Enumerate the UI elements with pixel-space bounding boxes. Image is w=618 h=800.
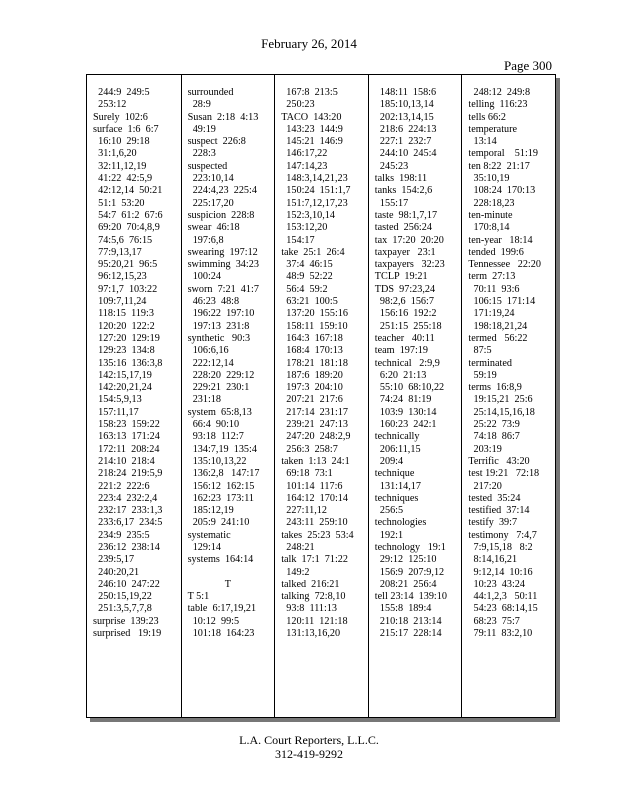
index-entry-line: 129:14 [187,541,221,553]
index-entry-line: 127:20 129:19 [93,332,160,344]
index-entry-line: 156:12 162:15 [187,480,255,492]
index-entry-line: 87:5 [468,345,492,357]
index-entry-line: 171:19,24 [468,308,515,320]
index-entry-line: 207:21 217:6 [281,394,343,406]
index-entry-line: 149:2 [281,566,310,578]
index-entry-line: 197:13 231:8 [187,320,250,332]
index-entry-line [188,567,275,579]
index-entry-line: 233:6,17 234:5 [93,517,163,529]
index-entry-line: swearing 197:12 [187,246,258,258]
index-entry-line: 192:1 [374,529,404,541]
index-entry-line: 25:14,15,16,18 [468,406,535,418]
index-entry-line: 196:22 197:10 [187,308,255,320]
index-entry-line: 247:20 248:2,9 [281,431,351,443]
index-entry-line: 150:24 151:1,7 [281,185,351,197]
index-entry-line: sworn 7:21 41:7 [187,283,259,295]
index-entry-line: 256:3 258:7 [281,443,338,455]
index-entry-line: 142:15,17,19 [93,369,152,381]
index-entry-line: tax 17:20 20:20 [374,234,444,246]
index-entry-line: technology 19:1 [374,541,446,553]
index-entry-line: 243:11 259:10 [281,517,348,529]
index-entry-line: 251:3,5,7,7,8 [93,603,152,615]
index-entry-line: 154:5,9,13 [93,394,142,406]
index-entry-line: tasted 256:24 [374,222,432,234]
index-entry-line: suspected [187,160,228,172]
index-entry-line: 59:19 [468,369,497,381]
index-entry-line: 146:17,22 [281,148,328,160]
word-index-box [86,74,556,718]
index-entry-line: 152:3,10,14 [281,209,335,221]
reporter-phone: 312-419-9292 [275,747,343,761]
index-entry-line: 153:12,20 [281,222,328,234]
index-entry-line: 215:17 228:14 [374,628,442,640]
reporter-company: L.A. Court Reporters, L.L.C. [239,733,379,747]
index-entry-line: 170:8,14 [468,222,510,234]
index-entry-line: 135:16 136:3,8 [93,357,163,369]
index-entry-line: Terrific 43:20 [468,455,530,467]
index-entry-line: 203:19 [468,443,502,455]
index-entry-line: 41:22 42:5,9 [93,173,153,185]
index-entry-line: terms 16:8,9 [468,382,522,394]
index-entry-line: technically [374,431,420,443]
index-entry-line: 137:20 155:16 [281,308,348,320]
index-entry-line: 143:23 144:9 [281,123,343,135]
index-entry-line: 131:14,17 [374,480,421,492]
index-entry-line: 100:24 [187,271,221,283]
index-entry-line: suspicion 228:8 [187,209,255,221]
index-entry-line: 250:15,19,22 [93,591,152,603]
index-entry-line: system 65:8,13 [187,406,252,418]
index-entry-line: 198:18,21,24 [468,320,528,332]
index-entry-line: technologies [374,517,427,529]
index-entry-line: 8:14,16,21 [468,554,518,566]
index-entry-line: 103:9 130:14 [374,406,437,418]
index-entry-line: temporal 51:19 [468,148,538,160]
index-entry-line: 228:20 229:12 [187,369,255,381]
index-entry-line: TCLP 19:21 [374,271,428,283]
index-entry-line: 28:9 [187,99,211,111]
index-entry-line: TDS 97:23,24 [374,283,436,295]
index-entry-line: Susan 2:18 4:13 [187,111,259,123]
index-entry-line: 185:12,19 [187,505,234,517]
index-entry-line: 106:15 171:14 [468,296,536,308]
index-entry-line: 10:23 43:24 [468,578,525,590]
index-entry-line: 95:20,21 96:5 [93,259,158,271]
index-entry-line: tells 66:2 [468,111,507,123]
index-entry-line: taxpayer 23:1 [374,246,436,258]
index-entry-line: 187:6 189:20 [281,369,343,381]
index-entry-line: 223:4 232:2,4 [93,492,158,504]
index-entry-line: takes 25:23 53:4 [281,529,354,541]
index-entry-line: 37:4 46:15 [281,259,333,271]
index-entry-line: surprised 19:19 [93,628,162,640]
index-entry-line: 246:10 247:22 [93,578,160,590]
index-entry-line: 210:18 213:14 [374,615,442,627]
page-number: Page 300 [503,58,552,73]
index-entry-line: 164:12 170:14 [281,492,348,504]
index-entry-line: temperature [468,123,518,135]
index-entry-line: 239:21 247:13 [281,419,348,431]
index-entry-line: 54:23 68:14,15 [468,603,538,615]
index-entry-line: testify 39:7 [468,517,518,529]
index-column-5 [461,75,555,717]
index-entry-line: 106:6,16 [187,345,229,357]
index-entry-line: 162:23 173:11 [187,492,255,504]
index-entry-line: talks 198:11 [374,173,428,185]
index-entry-line: 74:5,6 76:15 [93,234,153,246]
index-entry-line: TACO 143:20 [281,111,342,123]
index-entry-line: 222:12,14 [187,357,234,369]
index-entry-line: 56:4 59:2 [281,283,328,295]
index-entry-line: 96:12,15,23 [93,271,147,283]
index-entry-line: surrounded [187,87,234,98]
index-entry-line: synthetic 90:3 [187,332,251,344]
index-entry-line: 231:18 [187,394,221,406]
index-entry-line: 74:18 86:7 [468,431,520,443]
index-entry-line: 248:21 [281,541,315,553]
index-entry-line: systems 164:14 [187,554,254,566]
index-entry-line: suspect 226:8 [187,136,246,148]
index-entry-line: 148:3,14,21,23 [281,173,348,185]
index-entry-line: 69:20 70:4,8,9 [93,222,160,234]
index-entry-line: talk 17:1 71:22 [281,554,348,566]
index-entry-line: ten-minute [468,209,513,221]
index-entry-line: teacher 40:11 [374,332,435,344]
index-entry-line: 35:10,19 [468,173,510,185]
index-entry-line: 229:21 230:1 [187,382,250,394]
index-entry-line: 232:17 233:1,3 [93,505,163,517]
index-entry-line: telling 116:23 [468,99,528,111]
index-entry-line: 93:18 112:7 [187,431,244,443]
index-entry-line: termed 56:22 [468,332,528,344]
index-entry-line: 197:6,8 [187,234,224,246]
footer [0,733,618,761]
index-entry-line: technique [374,468,415,480]
index-entry-line: taken 1:13 24:1 [281,455,350,467]
index-entry-line: take 25:1 26:4 [281,246,345,258]
index-entry-line: 49:19 [187,123,216,135]
index-entry-line: 63:21 100:5 [281,296,338,308]
index-entry-line: 253:12 [93,99,127,111]
index-entry-line: 157:11,17 [93,406,139,418]
index-entry-line: 227:11,12 [281,505,327,517]
index-entry-line: 145:21 146:9 [281,136,343,148]
index-entry-line: 256:5 [374,505,404,517]
index-entry-line: 32:11,12,19 [93,160,147,172]
index-entry-line: 251:15 255:18 [374,320,442,332]
index-entry-line: surprise 139:23 [93,615,159,627]
index-entry-line: term 27:13 [468,271,516,283]
index-column-1 [87,75,181,717]
index-entry-line: 68:23 75:7 [468,615,520,627]
index-entry-line: 218:6 224:13 [374,123,437,135]
index-entry-line: 248:12 249:8 [468,87,531,98]
index-entry-line: 158:23 159:22 [93,419,160,431]
index-entry-line: 244:9 249:5 [93,87,150,98]
index-entry-line: test 19:21 72:18 [468,468,540,480]
index-entry-line: 77:9,13,17 [93,246,142,258]
index-entry-line: surface 1:6 6:7 [93,123,159,135]
index-entry-line: 16:10 29:18 [93,136,150,148]
index-entry-line: 202:13,14,15 [374,111,434,123]
index-entry-line: technical 2:9,9 [374,357,440,369]
index-entry-line: 224:4,23 225:4 [187,185,257,197]
index-entry-line: 120:11 121:18 [281,615,348,627]
index-entry-line: 6:20 21:13 [374,369,427,381]
index-entry-line: 155:8 189:4 [374,603,432,615]
index-entry-line: 51:1 53:20 [93,197,145,209]
index-entry-line: table 6:17,19,21 [187,603,257,615]
index-entry-line: 234:9 235:5 [93,529,150,541]
index-entry-line: 223:10,14 [187,173,234,185]
index-entry-line: talking 72:8,10 [281,591,346,603]
index-entry-line: 118:15 119:3 [93,308,154,320]
section-letter: T [224,578,231,590]
index-entry-line: team 197:19 [374,345,428,357]
index-entry-line: ten 8:22 21:17 [468,160,530,172]
index-entry-line: Surely 102:6 [93,111,148,123]
index-entry-line: 209:4 [374,455,404,467]
index-entry-line: 244:10 245:4 [374,148,437,160]
index-entry-line: 9:12,14 10:16 [468,566,533,578]
index-entry-line: swimming 34:23 [187,259,259,271]
index-entry-line: T 5:1 [187,591,210,603]
index-entry-line: 7:9,15,18 8:2 [468,541,533,553]
index-entry-line: 44:1,2,3 50:11 [468,591,538,603]
index-entry-line: 79:11 83:2,10 [468,628,533,640]
index-entry-line: 98:2,6 156:7 [374,296,434,308]
index-entry-line: tended 199:6 [468,246,524,258]
index-entry-line: 54:7 61:2 67:6 [93,209,163,221]
index-entry-line: 245:23 [374,160,409,172]
index-entry-line: 134:7,19 135:4 [187,443,257,455]
index-entry-line: 156:16 192:2 [374,308,437,320]
index-entry-line: taxpayers 32:23 [374,259,445,271]
index-entry-line: 93:8 111:13 [281,603,338,615]
index-entry-line: 136:2,8 147:17 [187,468,260,480]
index-entry-line: 69:18 73:1 [281,468,333,480]
index-entry-line: 46:23 48:8 [187,296,240,308]
index-entry-line: 164:3 167:18 [281,332,343,344]
index-entry-line: 74:24 81:19 [374,394,432,406]
index-entry-line: 148:11 158:6 [374,87,437,98]
index-entry-line: 158:11 159:10 [281,320,348,332]
index-entry-line: 168:4 170:13 [281,345,343,357]
index-entry-line: 228:3 [187,148,216,160]
index-entry-line: 70:11 93:6 [468,283,520,295]
index-entry-line: 129:23 134:8 [93,345,155,357]
index-entry-line: 48:9 52:22 [281,271,333,283]
index-entry-line: 55:10 68:10,22 [374,382,445,394]
transcript-date: February 26, 2014 [261,36,357,51]
index-entry-line: 240:20,21 [93,566,140,578]
index-entry-line: 147:14,23 [281,160,328,172]
index-entry-line: 172:11 208:24 [93,443,160,455]
index-entry-line: terminated [468,357,512,369]
index-entry-line: 101:14 117:6 [281,480,343,492]
index-entry-line: 227:1 232:7 [374,136,432,148]
index-entry-line: 101:18 164:23 [187,628,255,640]
index-entry-line: 250:23 [281,99,315,111]
index-entry-line: 167:8 213:5 [281,87,338,98]
index-entry-line: 31:1,6,20 [93,148,137,160]
index-entry-line: 163:13 171:24 [93,431,160,443]
index-entry-line: techniques [374,492,419,504]
index-entry-line: 214:10 218:4 [93,455,155,467]
index-entry-line: 225:17,20 [187,197,234,209]
index-entry-line: systematic [187,529,231,541]
index-entry-line: 236:12 238:14 [93,541,160,553]
index-entry-line: 142:20,21,24 [93,382,152,394]
index-entry-line: 135:10,13,22 [187,455,247,467]
index-entry-line: 155:17 [374,197,409,209]
index-entry-line: 160:23 242:1 [374,419,437,431]
index-entry-line: 42:12,14 50:21 [93,185,163,197]
index-entry-line: ten-year 18:14 [468,234,533,246]
index-entry-line: 217:14 231:17 [281,406,348,418]
index-entry-line: 217:20 [468,480,502,492]
index-entry-line: talked 216:21 [281,578,340,590]
index-entry-line: 239:5,17 [93,554,135,566]
index-entry-line: 151:7,12,17,23 [281,197,348,209]
index-entry-line: Tennessee 22:20 [468,259,541,271]
index-entry-line: tell 23:14 139:10 [374,591,447,603]
index-entry-line: 13:14 [468,136,497,148]
index-column-2 [181,75,275,717]
index-entry-line: 208:21 256:4 [374,578,437,590]
index-entry-line: 156:9 207:9,12 [374,566,445,578]
index-entry-line: 205:9 241:10 [187,517,250,529]
index-column-3 [274,75,368,717]
index-entry-line: 131:13,16,20 [281,628,341,640]
index-entry-line: 178:21 181:18 [281,357,348,369]
index-entry-line: taste 98:1,7,17 [374,209,438,221]
index-entry-line: 66:4 90:10 [187,419,240,431]
index-entry-line: swear 46:18 [187,222,240,234]
index-entry-line: tanks 154:2,6 [374,185,433,197]
index-entry-line: 120:20 122:2 [93,320,155,332]
index-entry-line: 154:17 [281,234,315,246]
index-entry-line: 228:18,23 [468,197,515,209]
index-entry-line: 185:10,13,14 [374,99,434,111]
index-entry-line: 197:3 204:10 [281,382,343,394]
index-entry-line: 19:15,21 25:6 [468,394,533,406]
index-entry-line: 221:2 222:6 [93,480,150,492]
index-entry-line: tested 35:24 [468,492,521,504]
index-column-4 [368,75,462,717]
index-entry-line: 218:24 219:5,9 [93,468,163,480]
index-entry-line: 97:1,7 103:22 [93,283,158,295]
index-entry-line: 25:22 73:9 [468,419,520,431]
index-entry-line: testified 37:14 [468,505,530,517]
index-entry-line: 108:24 170:13 [468,185,536,197]
index-entry-line: testimony 7:4,7 [468,529,537,541]
index-entry-line: 109:7,11,24 [93,296,147,308]
index-entry-line: 10:12 99:5 [187,615,240,627]
index-entry-line: 29:12 125:10 [374,554,437,566]
index-entry-line: 206:11,15 [374,443,421,455]
